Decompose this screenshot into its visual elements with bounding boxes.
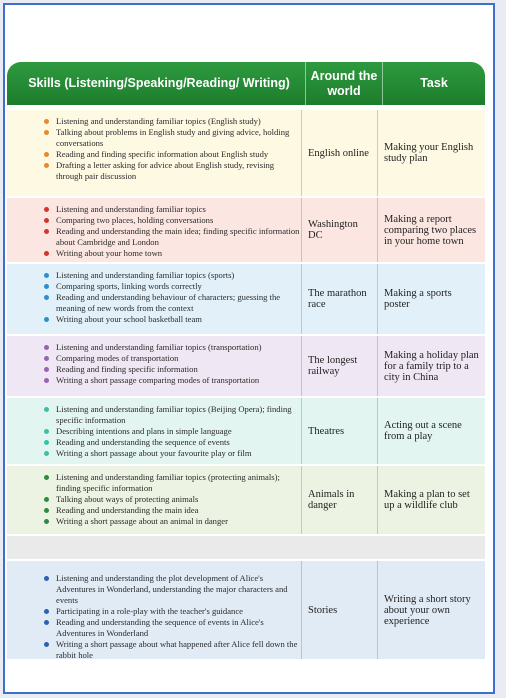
skill-item [53, 281, 301, 292]
skill-text: Reading and understanding the sequence of events [56, 437, 230, 447]
bullet-icon [44, 367, 49, 372]
skill-text: Talking about problems in English study and giving advice, holding conversations [56, 127, 290, 148]
skill-item [53, 437, 301, 448]
skill-text: Listening and understanding familiar topics (sports) [56, 270, 235, 280]
skill-text: Writing a short passage comparing modes of transportation [56, 375, 260, 385]
around-the-world-cell [301, 398, 377, 464]
skill-text: Listening and understanding familiar topics (transportation) [56, 342, 262, 352]
around-the-world-text: Animals in danger [308, 489, 355, 511]
table-header [7, 62, 485, 105]
skill-text: Reading and finding specific information about English study [56, 149, 269, 159]
skills-list [53, 116, 301, 182]
task-cell [377, 336, 485, 396]
bullet-icon [44, 207, 49, 212]
bullet-icon [44, 620, 49, 625]
table-row [7, 336, 485, 398]
skill-text: Listening and understanding the plot development of Alice's Adventures in Wonderland, understanding the major characters and events [56, 573, 288, 605]
table-row [7, 561, 485, 661]
around-the-world-cell [301, 198, 377, 262]
bullet-icon [44, 152, 49, 157]
task-cell [377, 398, 485, 464]
bullet-icon [44, 251, 49, 256]
bullet-icon [44, 218, 49, 223]
skill-item [53, 353, 301, 364]
bullet-icon [44, 497, 49, 502]
around-the-world-text: The longest railway [308, 355, 358, 377]
skill-item [53, 617, 301, 639]
task-text: Making a report comparing two places in your home town [384, 213, 477, 247]
skill-item [53, 116, 301, 127]
skill-item [53, 573, 301, 606]
bullet-icon [44, 378, 49, 383]
around-the-world-cell [301, 336, 377, 396]
skill-item [53, 404, 301, 426]
skill-text: Describing intentions and plans in simple language [56, 426, 232, 436]
skill-item [53, 270, 301, 281]
skills-list [53, 204, 301, 259]
bullet-icon [44, 163, 49, 168]
skill-text: Reading and understanding behaviour of characters; guessing the meaning of new words from the context [56, 292, 281, 313]
bullet-icon [44, 519, 49, 524]
skills-list [53, 404, 301, 459]
table-row [7, 398, 485, 466]
bullet-icon [44, 273, 49, 278]
skills-list [53, 573, 301, 661]
around-the-world-text: Washington DC [308, 219, 358, 241]
table-row [7, 466, 485, 536]
skill-text: Comparing modes of transportation [56, 353, 179, 363]
bullet-icon [44, 475, 49, 480]
bullet-icon [44, 317, 49, 322]
skills-cell [7, 336, 301, 396]
skills-list [53, 472, 301, 527]
skill-text: Writing about your school basketball team [56, 314, 202, 324]
table-row [7, 198, 485, 264]
task-cell [377, 264, 485, 334]
skill-text: Listening and understanding familiar topics [56, 204, 206, 214]
skills-cell [7, 466, 301, 534]
skill-item [53, 342, 301, 353]
task-text: Making a holiday plan for a family trip to a city in China [384, 349, 479, 383]
skill-item [53, 516, 301, 527]
skills-cell [7, 198, 301, 262]
bullet-icon [44, 229, 49, 234]
skill-text: Writing a short passage about what happened after Alice fell down the rabbit hole [56, 639, 298, 660]
task-text: Acting out a scene from a play [384, 420, 462, 442]
header-skills: Skills (Listening/Speaking/Reading/ Writing) [28, 76, 290, 90]
skill-item [53, 426, 301, 437]
bullet-icon [44, 508, 49, 513]
bullet-icon [44, 440, 49, 445]
bullet-icon [44, 356, 49, 361]
skill-item [53, 364, 301, 375]
skill-item [53, 375, 301, 386]
skill-text: Listening and understanding familiar topics (English study) [56, 116, 261, 126]
around-the-world-cell [301, 264, 377, 334]
skill-text: Comparing sports, linking words correctly [56, 281, 202, 291]
skill-item [53, 505, 301, 516]
skill-item [53, 127, 301, 149]
skill-item [53, 606, 301, 617]
skill-text: Drafting a letter asking for advice about English study, revising through pair discussion [56, 160, 275, 181]
task-text: Making a sports poster [384, 288, 452, 310]
skill-item [53, 248, 301, 259]
bullet-icon [44, 345, 49, 350]
skill-text: Reading and understanding the sequence of events in Alice's Adventures in Wonderland [56, 617, 264, 638]
around-the-world-cell [301, 466, 377, 534]
task-cell [377, 110, 485, 196]
bullet-icon [44, 119, 49, 124]
skill-item [53, 494, 301, 505]
task-cell [377, 198, 485, 262]
skill-item [53, 204, 301, 215]
skill-text: Participating in a role-play with the teacher's guidance [56, 606, 243, 616]
skill-item [53, 215, 301, 226]
skills-cell [7, 398, 301, 464]
bullet-icon [44, 609, 49, 614]
skill-text: Reading and understanding the main idea [56, 505, 199, 515]
bullet-icon [44, 576, 49, 581]
around-the-world-cell [301, 110, 377, 196]
skills-cell [7, 110, 301, 196]
table-row [7, 110, 485, 198]
skill-item [53, 472, 301, 494]
skill-text: Reading and understanding the main idea; finding specific information about Cambridge and London [56, 226, 300, 247]
skill-item [53, 226, 301, 248]
header-around-the-world: Around the world [305, 62, 382, 105]
task-cell [377, 561, 485, 659]
bullet-icon [44, 407, 49, 412]
bullet-icon [44, 642, 49, 647]
bullet-icon [44, 451, 49, 456]
table-body [7, 110, 485, 661]
header-task: Task [382, 62, 485, 105]
skill-item [53, 314, 301, 325]
skill-item [53, 639, 301, 661]
around-the-world-text: Theatres [308, 425, 345, 437]
task-text: Making your English study plan [384, 142, 474, 164]
skill-text: Writing about your home town [56, 248, 163, 258]
skill-text: Listening and understanding familiar topics (protecting animals); finding specific information [56, 472, 280, 493]
skill-item [53, 149, 301, 160]
skill-text: Reading and finding specific information [56, 364, 198, 374]
skill-item [53, 160, 301, 182]
bullet-icon [44, 429, 49, 434]
table-row [7, 264, 485, 336]
around-the-world-text: Stories [308, 604, 338, 616]
skill-text: Writing a short passage about your favourite play or film [56, 448, 252, 458]
blank-row [7, 536, 485, 561]
task-text: Writing a short story about your own experience [384, 593, 471, 627]
bullet-icon [44, 130, 49, 135]
skills-list [53, 270, 301, 325]
task-text: Making a plan to set up a wildlife club [384, 489, 470, 511]
skill-item [53, 292, 301, 314]
bullet-icon [44, 295, 49, 300]
around-the-world-cell [301, 561, 377, 659]
skill-text: Talking about ways of protecting animals [56, 494, 199, 504]
skill-text: Comparing two places, holding conversations [56, 215, 214, 225]
around-the-world-text: English online [308, 147, 369, 159]
skill-text: Listening and understanding familiar topics (Beijing Opera); finding specific information [56, 404, 292, 425]
skill-item [53, 448, 301, 459]
skills-cell [7, 264, 301, 334]
task-cell [377, 466, 485, 534]
skills-list [53, 342, 301, 386]
skills-cell [7, 561, 301, 659]
bullet-icon [44, 284, 49, 289]
skill-text: Writing a short passage about an animal in danger [56, 516, 228, 526]
around-the-world-text: The marathon race [308, 288, 367, 310]
